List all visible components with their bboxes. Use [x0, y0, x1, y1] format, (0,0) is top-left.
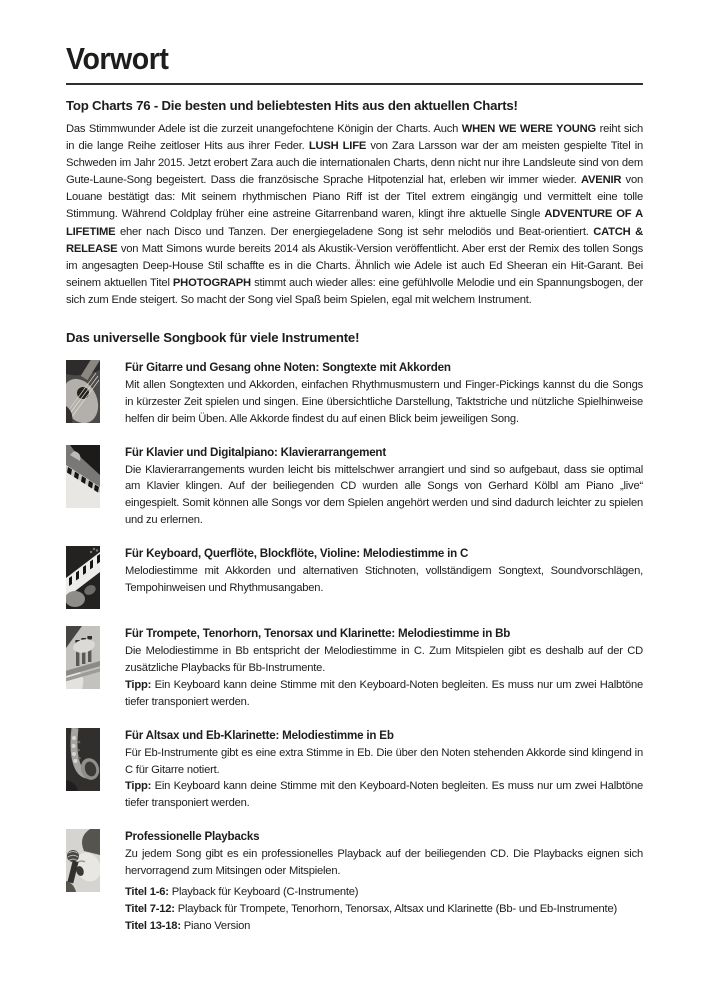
trumpet-valves-photo: [66, 626, 100, 689]
section-piano: [66, 445, 643, 530]
bold-text: Tipp:: [125, 780, 152, 793]
bold-text: Tipp:: [125, 678, 152, 691]
piano-keys-photo: [66, 445, 100, 508]
text: stimmt auch wieder alles: eine gefühlvolle Melodie und ein Spannungsbogen, der sich zum Ende steigert. So macht der Song viel Spaß beim Spielen, egal mit welchem Instrument.: [66, 276, 643, 306]
text: Das Stimmwunder Adele ist die zurzeit unangefochtene Königin der Charts. Auch: [66, 123, 462, 135]
saxophone-photo: [66, 728, 100, 791]
text: eher nach Disco und Tanzen. Der energiegeladene Song ist sehr melodiös und Beat-orientiert.: [115, 225, 594, 238]
text: reiht sich in die lange Reihe zeitloser Hits aus ihrer Feder.: [66, 123, 644, 153]
title-rule: [66, 83, 643, 85]
bold-text: WHEN WE WERE YOUNG: [461, 123, 597, 135]
singer-microphone-photo: [66, 829, 100, 892]
text: Piano Version: [180, 919, 251, 932]
acoustic-guitar-photo: [66, 360, 100, 423]
text: von Zara Larsson war der am meisten gespielte Titel in Schweden im Jahr 2015. Jetzt erobert Zara auch die internationalen Charts, denn nicht nur ihre Landsleute sind von dem Gute-Laune-Song begeistert. Dass die französische Sprache Hitpotenzial hat, erleben wir immer wieder.: [66, 140, 643, 187]
paragraph: [125, 377, 643, 428]
text: von Matt Simons wurde bereits 2014 als Akustik-Version veröffentlicht. Aber erst der Remix des tollen Songs im angesagten Deep-House Stil schaffte es in die Charts. Ähnlich wie Adele ist auch Ed Sheeran ein Hit-Garant. Bei seinem aktuellen Titel: [66, 242, 643, 289]
section-playbacks: [66, 829, 643, 934]
section-melody-eb: [66, 728, 643, 813]
text: Mit allen Songtexten und Akkorden, einfachen Rhythmusmustern und Finger-Pickings kannst du die Songs in kürzester Zeit spielen und singen. Eine übersichtliche Darstellung, Taktstriche und nützliche Spielhinweise helfen dir beim Üben. Alle Akkorde findest du auf einen Blick beim jeweiligen Song.: [125, 378, 643, 425]
section-melody-c: [66, 546, 643, 609]
text: Playback für Trompete, Tenorhorn, Tenorsax, Altsax und Klarinette (Bb- und Eb-Instrumente): [174, 902, 617, 915]
section-heading: Für Gitarre und Gesang ohne Noten: Songtexte mit Akkorden: [125, 361, 451, 375]
section-text: [125, 829, 643, 934]
bold-text: AVENIR: [581, 174, 622, 187]
text: Die Melodiestimme in Bb entspricht der Melodiestimme in C. Zum Mitspielen gibt es deshalb auf der CD zusätzliche Playbacks für Bb-Instrumente.: [125, 645, 643, 674]
section-text: [125, 626, 643, 711]
section-text: [125, 728, 643, 813]
bold-text: LUSH LIFE: [308, 140, 367, 153]
section-text: [125, 360, 643, 428]
intro-heading: Top Charts 76 - Die besten und beliebtesten Hits aus den aktuellen Charts!: [66, 98, 518, 113]
section-heading: Für Klavier und Digitalpiano: Klavierarrangement: [125, 445, 386, 459]
text: Ein Keyboard kann deine Stimme mit den Keyboard-Noten begleiten. Es muss nur um zwei Halbtöne tiefer transponiert werden.: [125, 678, 643, 708]
bold-text: Titel 7-12:: [125, 902, 175, 915]
playback-titles: [125, 884, 643, 935]
text: Ein Keyboard kann deine Stimme mit den Keyboard-Noten begleiten. Es muss nur um zwei Halbtöne tiefer transponiert werden.: [125, 780, 643, 810]
melodica-keys-photo: [66, 546, 100, 609]
paragraph: [125, 643, 643, 677]
section-heading: Professionelle Playbacks: [125, 830, 260, 844]
bold-text: Titel 13-18:: [125, 919, 181, 932]
section-guitar: [66, 360, 643, 428]
section-heading: Für Trompete, Tenorhorn, Tenorsax und Klarinette: Melodiestimme in Bb: [125, 627, 511, 641]
text: Die Klavierarrangements wurden leicht bis mittelschwer arrangiert und sind so aufgebaut, dass sie optimal am Klavier klingen. Auf der beiliegenden CD wurden alle Songs von Gerhard Kölbl am Piano „live“ eingespielt. Somit können alle Songs vor dem Spielen angehört werden und sind dadurch leichter zu spielen und zu erlernen.: [125, 463, 643, 527]
text: von Louane bestätigt das: Mit seinem rhythmischen Piano Riff ist der Titel extrem eingängig und vermittelt eine tolle Stimmung. Während Coldplay früher eine astreine Gitarrenband waren, klingt ihre aktuelle Single: [66, 174, 643, 221]
paragraph: [125, 901, 643, 918]
paragraph: [125, 884, 643, 901]
text: Zu jedem Song gibt es ein professionelles Playback auf der beiliegenden CD. Die Playbacks eignen sich hervorragend zum Mitsingen oder Mitspielen.: [125, 848, 643, 878]
paragraph: [125, 462, 643, 530]
section-text: [125, 546, 643, 609]
paragraph: [125, 745, 643, 779]
section-heading: Für Keyboard, Querflöte, Blockflöte, Violine: Melodiestimme in C: [125, 547, 469, 561]
text: Playback für Keyboard (C-Instrumente): [168, 885, 359, 898]
bold-text: Titel 1-6:: [125, 885, 169, 898]
songbook-heading: Das universelle Songbook für viele Instrumente!: [66, 330, 360, 346]
paragraph: [125, 563, 643, 597]
bold-text: PHOTOGRAPH: [172, 276, 251, 289]
section-melody-bb: [66, 626, 643, 711]
paragraph: [125, 677, 643, 711]
paragraph: [125, 778, 643, 812]
section-text: [125, 445, 643, 530]
bold-text: ADVENTURE OF A LIFETIME: [66, 208, 644, 238]
section-heading: Für Altsax und Eb-Klarinette: Melodiestimme in Eb: [125, 728, 394, 742]
paragraph: [125, 846, 643, 880]
text: Melodiestimme mit Akkorden und alternativen Stichnoten, vollständigem Songtext, Soundvorschlägen, Tempohinweisen und Rhythmusangaben.: [125, 565, 643, 594]
page-title: Vorwort: [66, 41, 169, 76]
intro-paragraph: [66, 121, 643, 309]
text: Für Eb-Instrumente gibt es eine extra Stimme in Eb. Die über den Noten stehenden Akkorde sind klingend in C für Gitarre notiert.: [125, 746, 643, 776]
paragraph: [125, 918, 643, 935]
bold-text: CATCH & RELEASE: [66, 225, 643, 255]
